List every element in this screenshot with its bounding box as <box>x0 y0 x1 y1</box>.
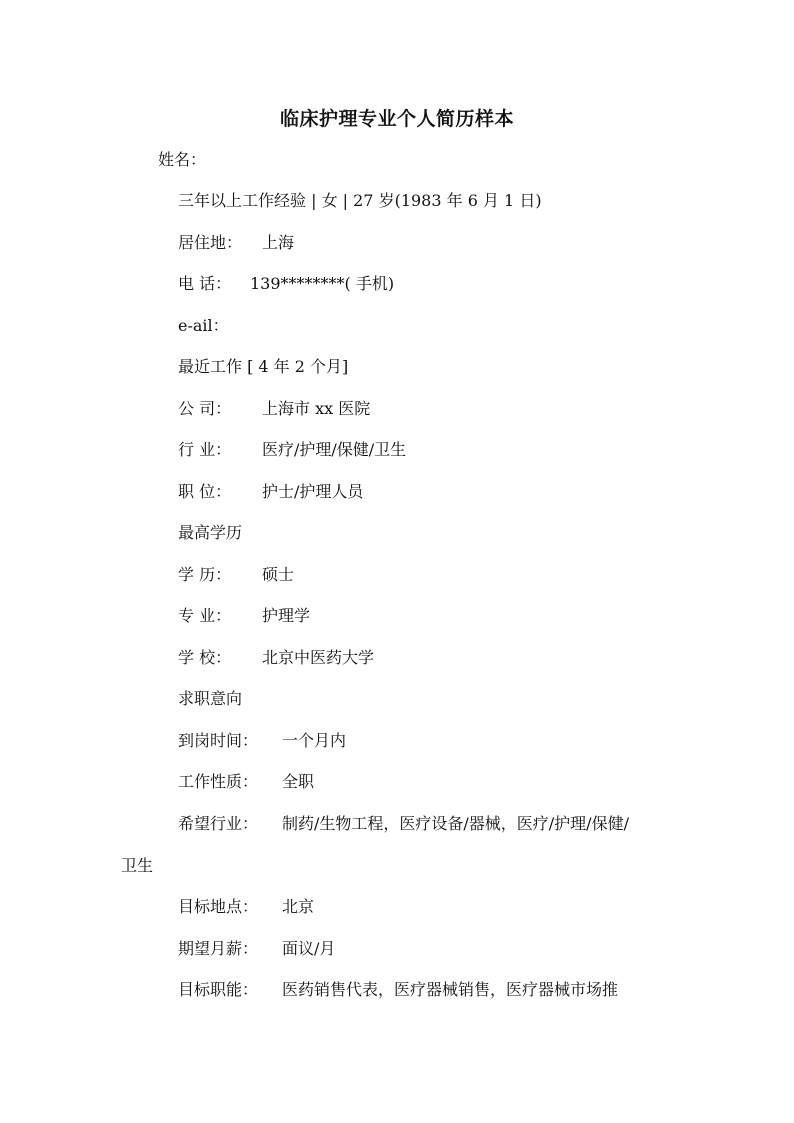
start-time-label: 到岗时间： <box>178 731 259 750</box>
target-function-value: 医药销售代表，医疗器械销售，医疗器械市场推 <box>282 980 619 999</box>
desired-industry-value: 制药/生物工程，医疗设备/器械，医疗/护理/保健/ <box>282 814 629 833</box>
degree-value: 硕士 <box>262 565 295 584</box>
job-type-label: 工作性质： <box>178 772 259 791</box>
start-time-value: 一个月内 <box>282 731 347 750</box>
expected-salary-label: 期望月薪： <box>178 939 259 958</box>
residence-line <box>178 232 294 254</box>
start-time-line <box>178 730 346 752</box>
company-line <box>178 398 370 420</box>
company-label: 公 司： <box>178 399 232 418</box>
industry-label: 行 业： <box>178 440 232 459</box>
industry-line <box>178 439 406 461</box>
email-label: e-ail： <box>178 316 229 335</box>
summary-line: 三年以上工作经验 | 女 | 27 岁(1983 年 6 月 1 日) <box>178 191 542 210</box>
position-line <box>178 481 363 503</box>
job-type-line <box>178 771 314 793</box>
target-location-label: 目标地点： <box>178 897 259 916</box>
school-value: 北京中医药大学 <box>262 648 375 667</box>
target-function-line <box>178 979 618 1001</box>
expected-salary-line <box>178 938 335 960</box>
desired-industry-continuation: 卫生 <box>121 856 154 875</box>
target-location-line <box>178 896 314 918</box>
degree-label: 学 历： <box>178 565 232 584</box>
residence-label: 居住地： <box>178 233 243 252</box>
email-line <box>178 315 229 337</box>
document-title: 临床护理专业个人简历样本 <box>279 108 514 130</box>
major-label: 专 业： <box>178 606 232 625</box>
industry-value: 医疗/护理/保健/卫生 <box>262 440 407 459</box>
job-type-value: 全职 <box>282 772 315 791</box>
degree-line <box>178 564 294 586</box>
expected-salary-value: 面议/月 <box>282 939 336 958</box>
school-line <box>178 647 374 669</box>
education-heading: 最高学历 <box>178 523 243 542</box>
desired-industry-line <box>178 813 629 835</box>
recent-work-line: 最近工作 [ 4 年 2 个月] <box>178 357 349 376</box>
phone-label: 电 话： <box>178 274 232 293</box>
phone-line <box>178 273 394 295</box>
position-value: 护士/护理人员 <box>262 482 364 501</box>
school-label: 学 校： <box>178 648 232 667</box>
name-line <box>158 149 206 171</box>
major-value: 护理学 <box>262 606 311 625</box>
company-value: 上海市 xx 医院 <box>262 399 371 418</box>
desired-industry-label: 希望行业： <box>178 814 259 833</box>
intent-heading: 求职意向 <box>178 689 243 708</box>
position-label: 职 位： <box>178 482 232 501</box>
major-line <box>178 605 310 627</box>
name-label: 姓名： <box>158 150 207 169</box>
target-function-label: 目标职能： <box>178 980 259 999</box>
target-location-value: 北京 <box>282 897 315 916</box>
phone-value: 139********( 手机) <box>250 274 395 293</box>
residence-value: 上海 <box>262 233 295 252</box>
